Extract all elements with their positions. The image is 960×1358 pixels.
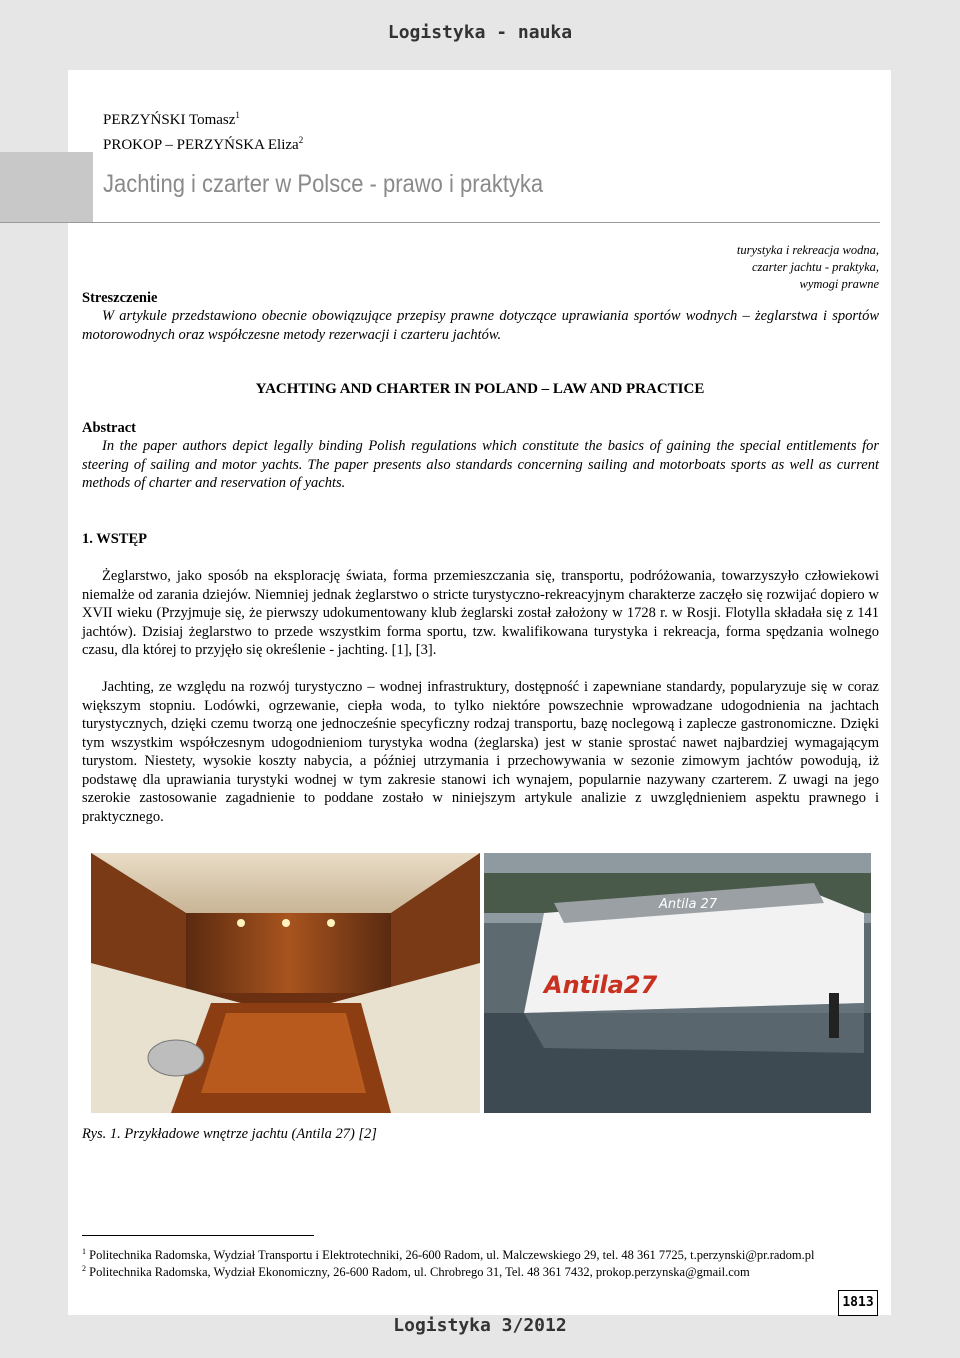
boat-name: Antila27	[544, 971, 658, 999]
streszczenie-text: W artykule przedstawiono obecnie obowiązujące przepisy prawne dotyczące uprawiania sportów wodnych – żeglarstwa i sportów motorowodnych oraz współczesne metody rezerwacji i czarteru jachtów.	[82, 308, 879, 343]
journal-header: Logistyka - nauka	[387, 22, 573, 43]
footnote-rule	[82, 1235, 314, 1236]
footnote-2: $^2$ Politechnika Radomska, Wydział Ekonomiczny, 26-600 Radom, ul. Chrobrego 31, Tel. 48 361 7432, prokop.perzynska@gmail.com	[82, 1264, 750, 1280]
title-rule	[0, 222, 880, 223]
paper-title: Jachting i czarter w Polsce - prawo i praktyka	[103, 170, 544, 198]
journal-footer: Logistyka 3/2012	[393, 1315, 567, 1336]
page-number: 1813	[838, 1290, 878, 1316]
streszczenie-heading: Streszczenie	[82, 290, 158, 306]
abstract-text: In the paper authors depict legally binding Polish regulations which constitute the basics of gaining the special entitlements for steering of sailing and motor yachts. The paper presents also standards concerning sailing and motorboats sports as well as current methods of charter and reservation of yachts.	[82, 438, 879, 491]
keyword-3: wymogi prawne	[799, 277, 879, 291]
yacht-hull-photo	[484, 853, 871, 1113]
footnote-1: $^1$ Politechnika Radomska, Wydział Transportu i Elektrotechniki, 26-600 Radom, ul. Malczewskiego 29, tel. 48 361 7725, t.perzynski@pr.radom.pl	[82, 1247, 815, 1263]
section-heading: 1. WSTĘP	[82, 531, 148, 547]
keywords	[737, 242, 879, 293]
figure-caption: Rys. 1. Przykładowe wnętrze jachtu (Antila 27) [2]	[82, 1126, 377, 1142]
yacht-interior-photo	[91, 853, 480, 1113]
english-title: YACHTING AND CHARTER IN POLAND – LAW AND PRACTICE	[255, 381, 705, 397]
keyword-1: turystyka i rekreacja wodna,	[736, 243, 879, 257]
keyword-2: czarter jachtu - praktyka,	[751, 260, 879, 274]
author-1: PERZYŃSKI Tomasz$^1$	[103, 110, 240, 128]
authors-block	[103, 105, 303, 155]
abstract-heading: Abstract	[82, 420, 136, 436]
paragraph-2: Jachting, ze względu na rozwój turystyczno – wodnej infrastruktury, dostępność i zapewniane standardy, popularyzuje się w coraz większym stopniu. Lodówki, ogrzewanie, ciepła woda, to tylko niektóre powszechnie wprowadzane udogodnienia na jachtach turystycznych, dzięki czemu tworzą one jednocześnie specyficzny rodzaj transportu, bazę noclegową i zaplecze gastronomiczne. Dzięki tym wszystkim współczesnym udogodnieniom turystyka wodna (żeglarska) jest w stanie sprostać nawet najbardziej wymagającym turystom. Niestety, wysokie koszty nabycia, a później utrzymania i przechowywania w sezonie zimowym jachtów powodują, iż podstawę dla uprawiania turystyki wodnej w tym zakresie stanowi ich wynajem, popularnie nazywany czarterem. Z uwagi na jego szerokie zastosowanie zagadnienie to poddane zostało w niniejszym artykule analizie z uwzględnieniem aspektu prawnego i praktycznego.	[82, 679, 879, 825]
boat-name-small: Antila 27	[659, 897, 718, 912]
author-2: PROKOP – PERZYŃSKA Eliza$^2$	[103, 135, 304, 153]
paragraph-1: Żeglarstwo, jako sposób na eksplorację świata, forma przemieszczania się, transportu, podróżowania, towarzyszyło człowiekowi niemalże od zarania dziejów. Niemniej jednak żeglarstwo o stricte turystyczno-rekreacyjnym charakterze zaczęło się rozwijać dopiero w XVII wieku (Przyjmuje się, że pierwszy udokumentowany klub żeglarski został założony w 1728 r. w Rosji. Flotylla składała się z 141 jachtów). Dzisiaj żeglarstwo to przede wszystkim forma sportu, tzw. kwalifikowana turystyka i rekreacja, forma spędzania wolnego czasu, dla której to przyjęło się określenie - jachting. [1], [3].	[82, 568, 879, 658]
title-side-block	[0, 152, 93, 223]
